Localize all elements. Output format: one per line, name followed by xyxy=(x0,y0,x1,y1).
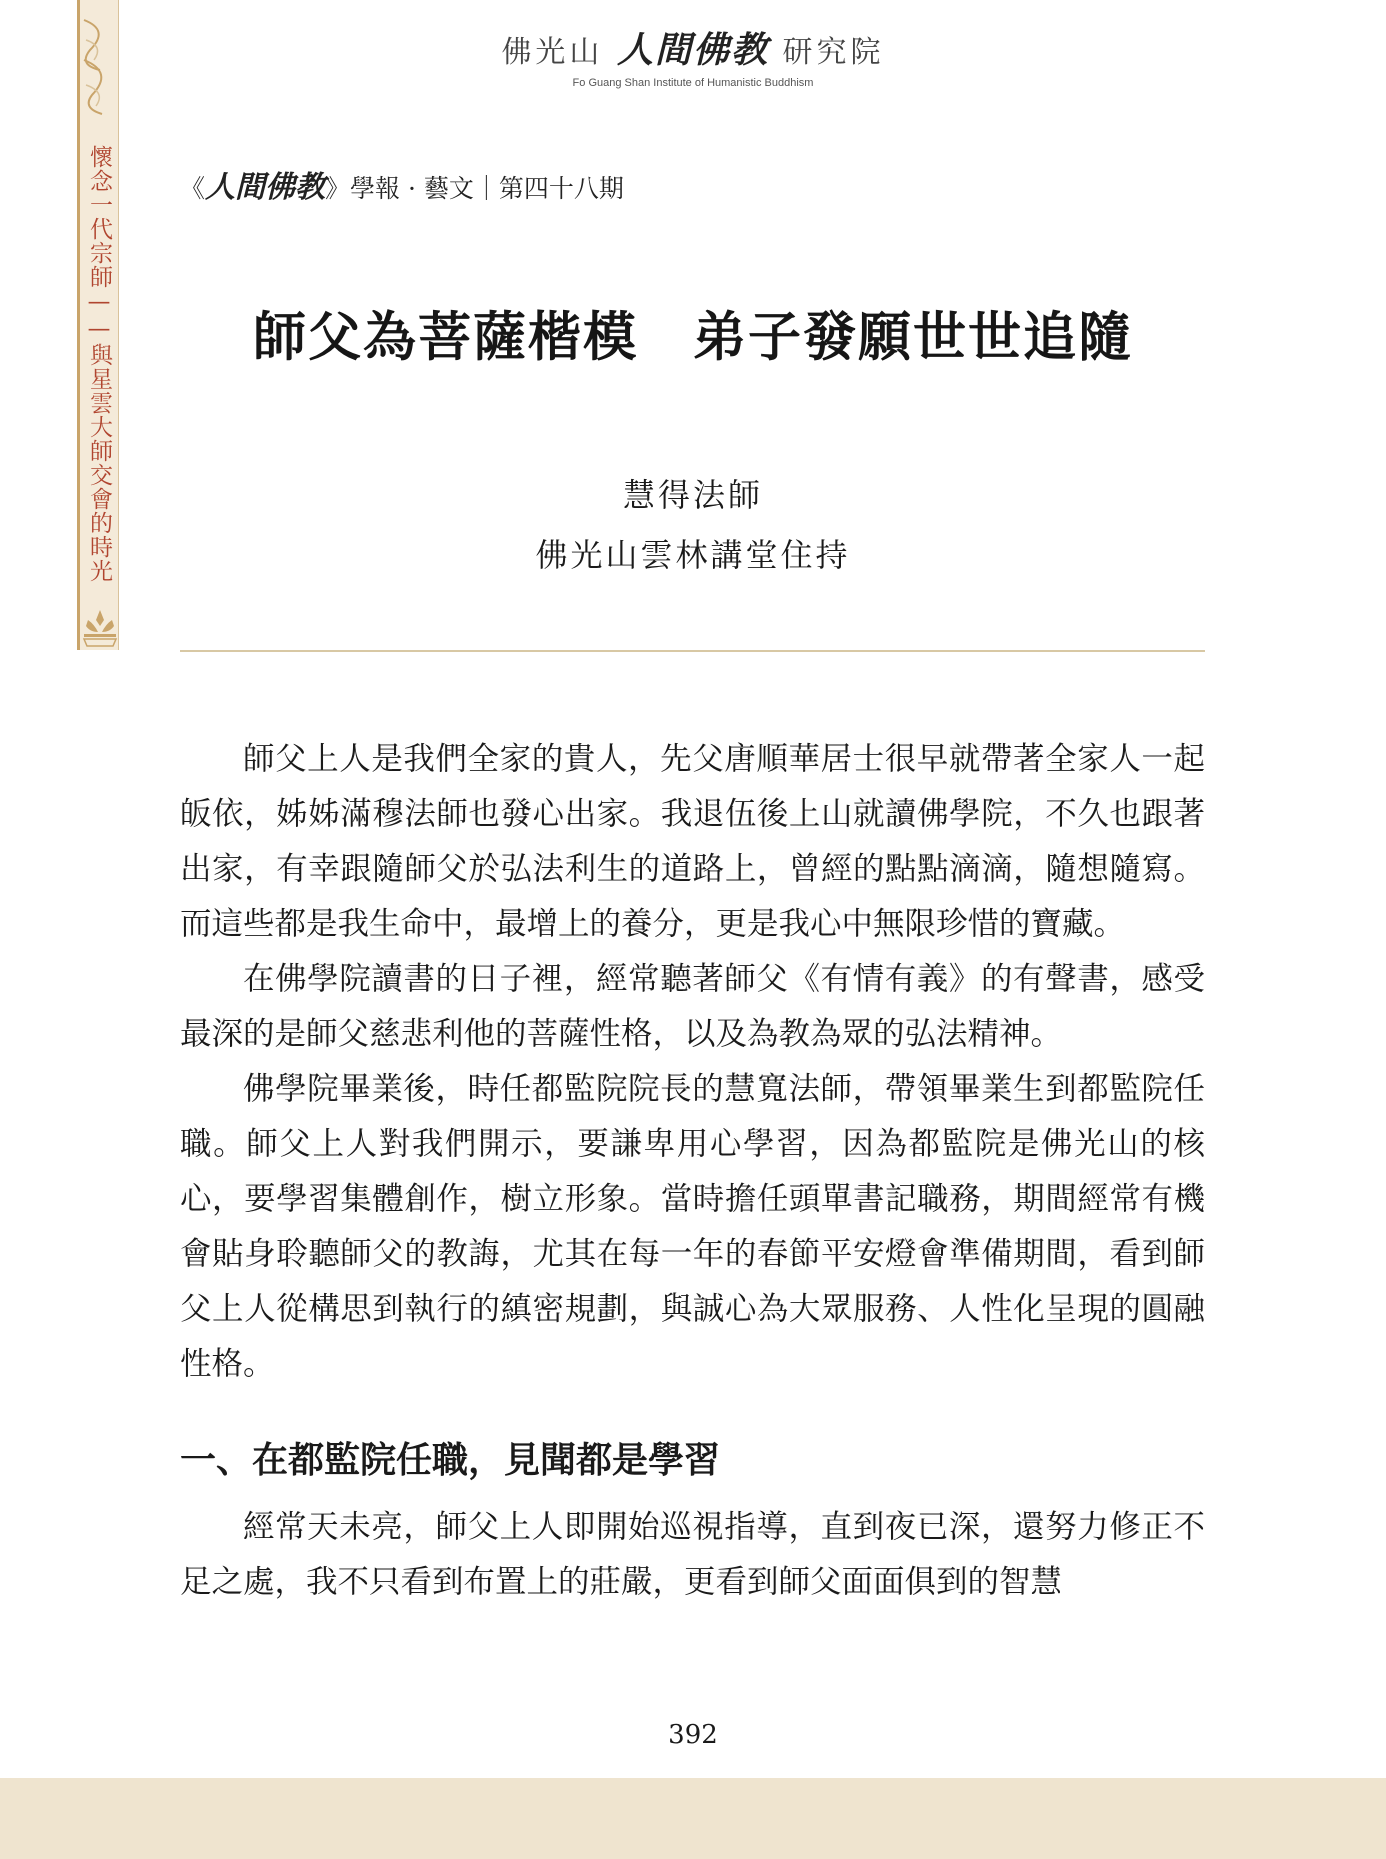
journal-open-bracket: 《 xyxy=(180,174,206,203)
section-heading: 一、在都監院任職，見聞都是學習 xyxy=(180,1439,721,1481)
page-number: 392 xyxy=(668,1720,718,1750)
title-part1: 師父為菩薩楷模 xyxy=(253,306,638,368)
body-paragraph: 在佛學院讀書的日子裡，經常聽著師父《有情有義》的有聲書，感受最深的是師父慈悲利他的菩薩性格，以及為教為眾的弘法精神。 xyxy=(180,961,1205,1052)
article-body xyxy=(180,732,1205,1610)
footer-band xyxy=(0,1778,1386,1859)
institute-header xyxy=(0,22,1386,89)
title-part2: 弟子發願世世追隨 xyxy=(693,306,1133,368)
institute-name xyxy=(0,22,1386,73)
brand-calligraphy-logo: 人間佛教 xyxy=(616,29,769,71)
journal-issue: 》學報 · 藝文｜第四十八期 xyxy=(325,174,624,203)
body-paragraph: 師父上人是我們全家的貴人，先父唐順華居士很早就帶著全家人一起皈依，姊姊滿穆法師也發心出家。我退伍後上山就讀佛學院，不久也跟著出家，有幸跟隨師父於弘法利生的道路上，曾經的點點滴滴，隨想隨寫。而這些都是我生命中，最增上的養分，更是我心中無限珍惜的寶藏。 xyxy=(180,741,1205,942)
divider xyxy=(180,650,1205,652)
header-prefix: 佛光山 xyxy=(501,35,604,70)
journal-brand-logo: 人間佛教 xyxy=(205,170,326,205)
body-paragraph: 經常天未亮，師父上人即開始巡視指導，直到夜已深，還努力修正不足之處，我不只看到布置上的莊嚴，更看到師父面面俱到的智慧 xyxy=(180,1509,1205,1600)
header-suffix: 研究院 xyxy=(782,35,885,70)
article-title xyxy=(0,295,1386,371)
vertical-section-title: 懷念一代宗師——與星雲大師交會的時光 xyxy=(86,145,112,583)
journal-line xyxy=(180,162,624,206)
institute-english-name: Fo Guang Shan Institute of Humanistic Buddhism xyxy=(572,77,814,89)
lotus-icon xyxy=(80,606,120,648)
body-paragraph: 佛學院畢業後，時任都監院院長的慧寬法師，帶領畢業生到都監院任職。師父上人對我們開示，要謙卑用心學習，因為都監院是佛光山的核心，要學習集體創作，樹立形象。當時擔任頭單書記職務，期間經常有機會貼身聆聽師父的教誨，尤其在每一年的春節平安燈會準備期間，看到師父上人從構思到執行的縝密規劃，與誠心為大眾服務、人性化呈現的圓融性格。 xyxy=(180,1071,1205,1382)
author-name: 慧得法師 xyxy=(622,476,763,514)
author-affiliation: 佛光山雲林講堂住持 xyxy=(535,536,851,574)
